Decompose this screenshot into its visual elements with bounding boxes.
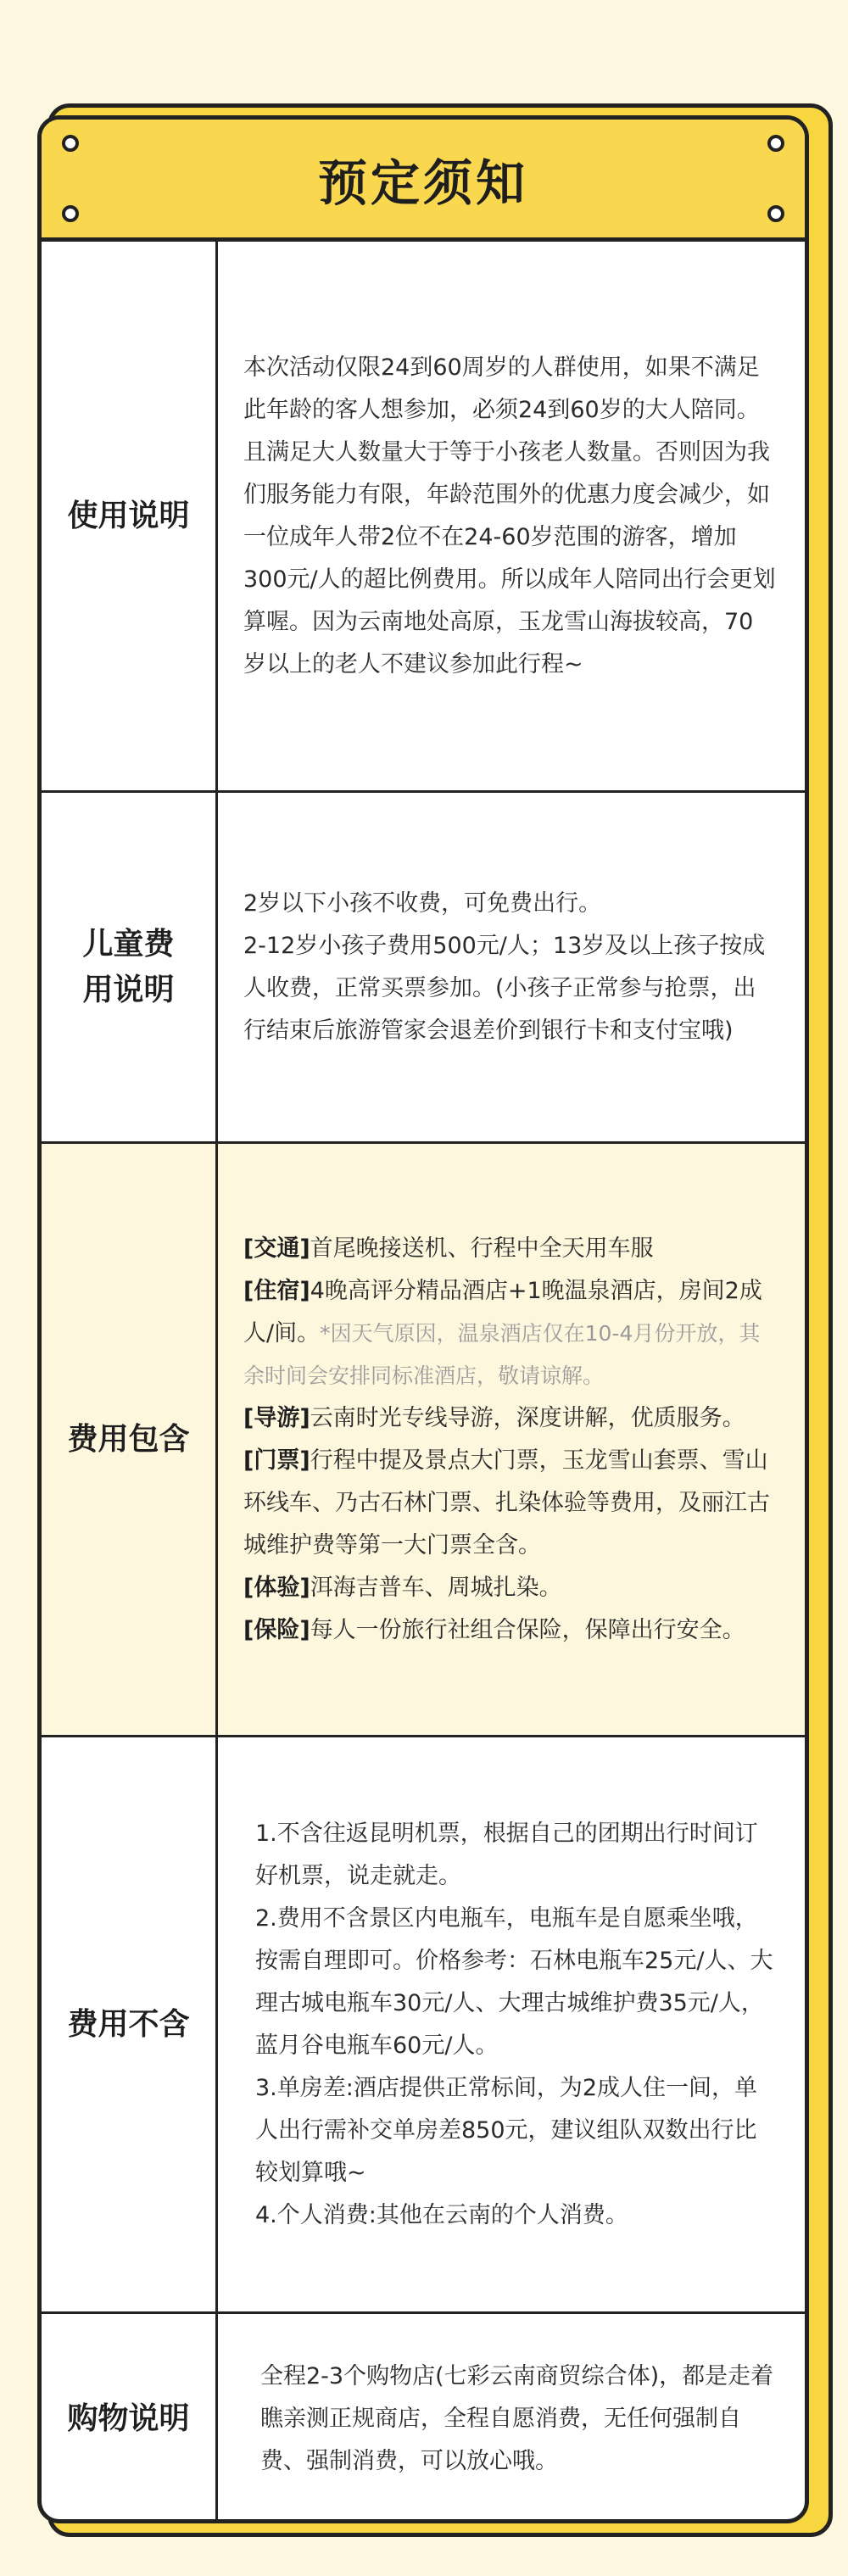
screw-icon [767,135,784,152]
content-paragraph: 2-12岁小孩子费用500元/人；13岁及以上孩子按成人收费，正常买票参加。(小孩子正常参与抢票，出行结束后旅游管家会退差价到银行卡和支付宝哦) [243,932,766,1044]
screw-icon [767,205,784,222]
page-title: 预定须知 [317,153,528,212]
screw-icon [62,135,79,152]
section-usage [42,242,805,793]
section-label: 费用包含 [42,1144,218,1735]
section-content [218,793,805,1141]
section-content [218,2314,805,2523]
included-item-transport: [交通]首尾晚接送机、行程中全天用车服 [243,1235,654,1262]
section-content [218,242,805,790]
section-label: 费用不含 [42,1737,218,2311]
section-fee-excluded [42,1737,805,2314]
notice-card [37,115,809,2523]
included-item-guide: [导游]云南时光专线导游，深度讲解，优质服务。 [243,1404,745,1431]
included-item-tickets: [门票]行程中提及景点大门票，玉龙雪山套票、雪山环线车、乃古石林门票、扎染体验等费用，及丽江古城维护费等第一大门票全含。 [243,1447,770,1558]
section-content [218,1737,805,2311]
section-label: 购物说明 [42,2314,218,2523]
section-content [218,1144,805,1735]
content-paragraph: 4.个人消费:其他在云南的个人消费。 [255,2201,628,2228]
content-paragraph: 3.单房差:酒店提供正常标间，为2成人住一间，单人出行需补交单房差850元，建议组队双数出行比较划算哦~ [255,2074,758,2186]
screw-icon [62,205,79,222]
hotel-note: *因天气原因，温泉酒店仅在10-4月份开放，其余时间会安排同标准酒店，敬请谅解。 [243,1320,761,1388]
content-paragraph: 2岁以下小孩不收费，可免费出行。 [243,889,602,917]
section-children-fee [42,793,805,1144]
section-fee-included [42,1144,805,1737]
content-paragraph: 2.费用不含景区内电瓶车，电瓶车是自愿乘坐哦，按需自理即可。价格参考：石林电瓶车25元/人、大理古城电瓶车30元/人、大理古城维护费35元/人，蓝月谷电瓶车60元/人。 [255,1904,773,2059]
card-header [42,120,805,242]
content-paragraph: 全程2-3个购物店(七彩云南商贸综合体)，都是走着瞧亲测正规商店，全程自愿消费，无任何强制自费、强制消费，可以放心哦。 [260,2362,774,2474]
included-item-insurance: [保险]每人一份旅行社组合保险，保障出行安全。 [243,1616,745,1643]
included-item-hotel: [住宿]4晚高评分精品酒店+1晚温泉酒店，房间2成人/间。*因天气原因，温泉酒店仅在10-4月份开放，其余时间会安排同标准酒店，敬请谅解。 [243,1277,762,1388]
section-shopping [42,2314,805,2523]
content-paragraph: 1.不含往返昆明机票，根据自己的团期出行时间订好机票，说走就走。 [255,1820,758,1889]
content-paragraph: 本次活动仅限24到60周岁的人群使用，如果不满足此年龄的客人想参加，必须24到60岁的大人陪同。且满足大人数量大于等于小孩老人数量。否则因为我们服务能力有限，年龄范围外的优惠力度会减少，如一位成年人带2位不在24-60岁范围的游客，增加300元/人的超比例费用。所以成年人陪同出行会更划算喔。因为云南地处高原，玉龙雪山海拔较高，70岁以上的老人不建议参加此行程~ [243,354,776,677]
section-label: 儿童费用说明 [42,793,218,1141]
section-label: 使用说明 [42,242,218,790]
included-item-experience: [体验]洱海吉普车、周城扎染。 [243,1574,562,1601]
